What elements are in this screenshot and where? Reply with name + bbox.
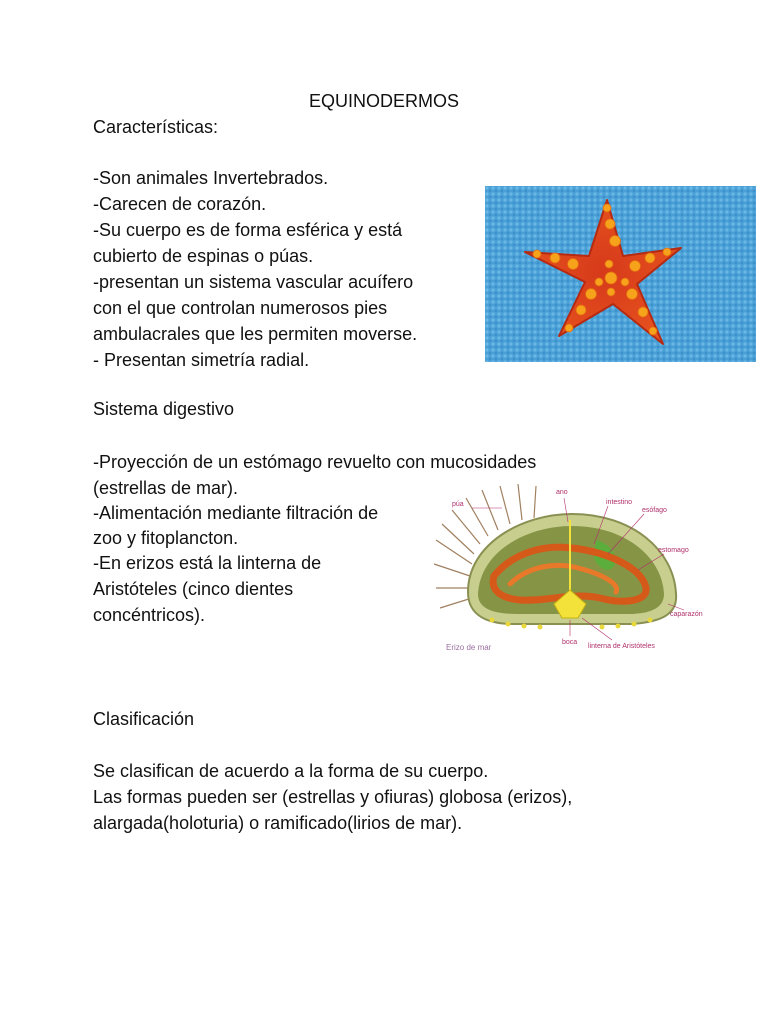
starfish-image [485,186,756,362]
label-boca: boca [562,639,578,646]
classification-line: alargada(holoturia) o ramificado(lirios de mar). [93,813,463,833]
characteristic-line: -Son animales Invertebrados. [93,168,329,188]
label-esofago: esófago [642,507,667,514]
characteristic-line: -Su cuerpo es de forma esférica y está [93,220,403,240]
sea-urchin-diagram [432,484,704,656]
characteristic-line: cubierto de espinas o púas. [93,246,314,266]
classification-heading: Clasificación [93,709,195,729]
digestive-heading: Sistema digestivo [93,399,235,419]
digestive-line: zoo y fitoplancton. [93,528,239,548]
digestive-line: -Proyección de un estómago revuelto con mucosidades [93,452,537,472]
characteristic-line: ambulacrales que les permiten moverse. [93,324,418,344]
digestive-line: -Alimentación mediante filtración de [93,503,379,523]
label-pua: púa [452,501,464,508]
classification-line: Se clasifican de acuerdo a la forma de su cuerpo. [93,761,489,781]
characteristic-line: -presentan un sistema vascular acuífero [93,272,414,292]
characteristic-line: - Presentan simetría radial. [93,350,310,370]
digestive-line: Aristóteles (cinco dientes [93,579,294,599]
characteristic-line: con el que controlan numerosos pies [93,298,388,318]
characteristic-line: -Carecen de corazón. [93,194,267,214]
diagram-caption: Erizo de mar [446,643,492,652]
digestive-line: -En erizos está la linterna de [93,553,322,573]
digestive-line: concéntricos). [93,605,206,625]
label-ano: ano [556,489,568,496]
classification-line: Las formas pueden ser (estrellas y ofiuras) globosa (erizos), [93,787,573,807]
label-caparazon: caparazón [670,611,703,618]
label-linterna: linterna de Aristóteles [588,643,655,650]
label-intestino: intestino [606,499,633,506]
digestive-line: (estrellas de mar). [93,478,239,498]
characteristics-heading: Características: [93,117,219,137]
page-title: EQUINODERMOS [308,91,459,111]
label-estomago: estomago [658,547,689,554]
